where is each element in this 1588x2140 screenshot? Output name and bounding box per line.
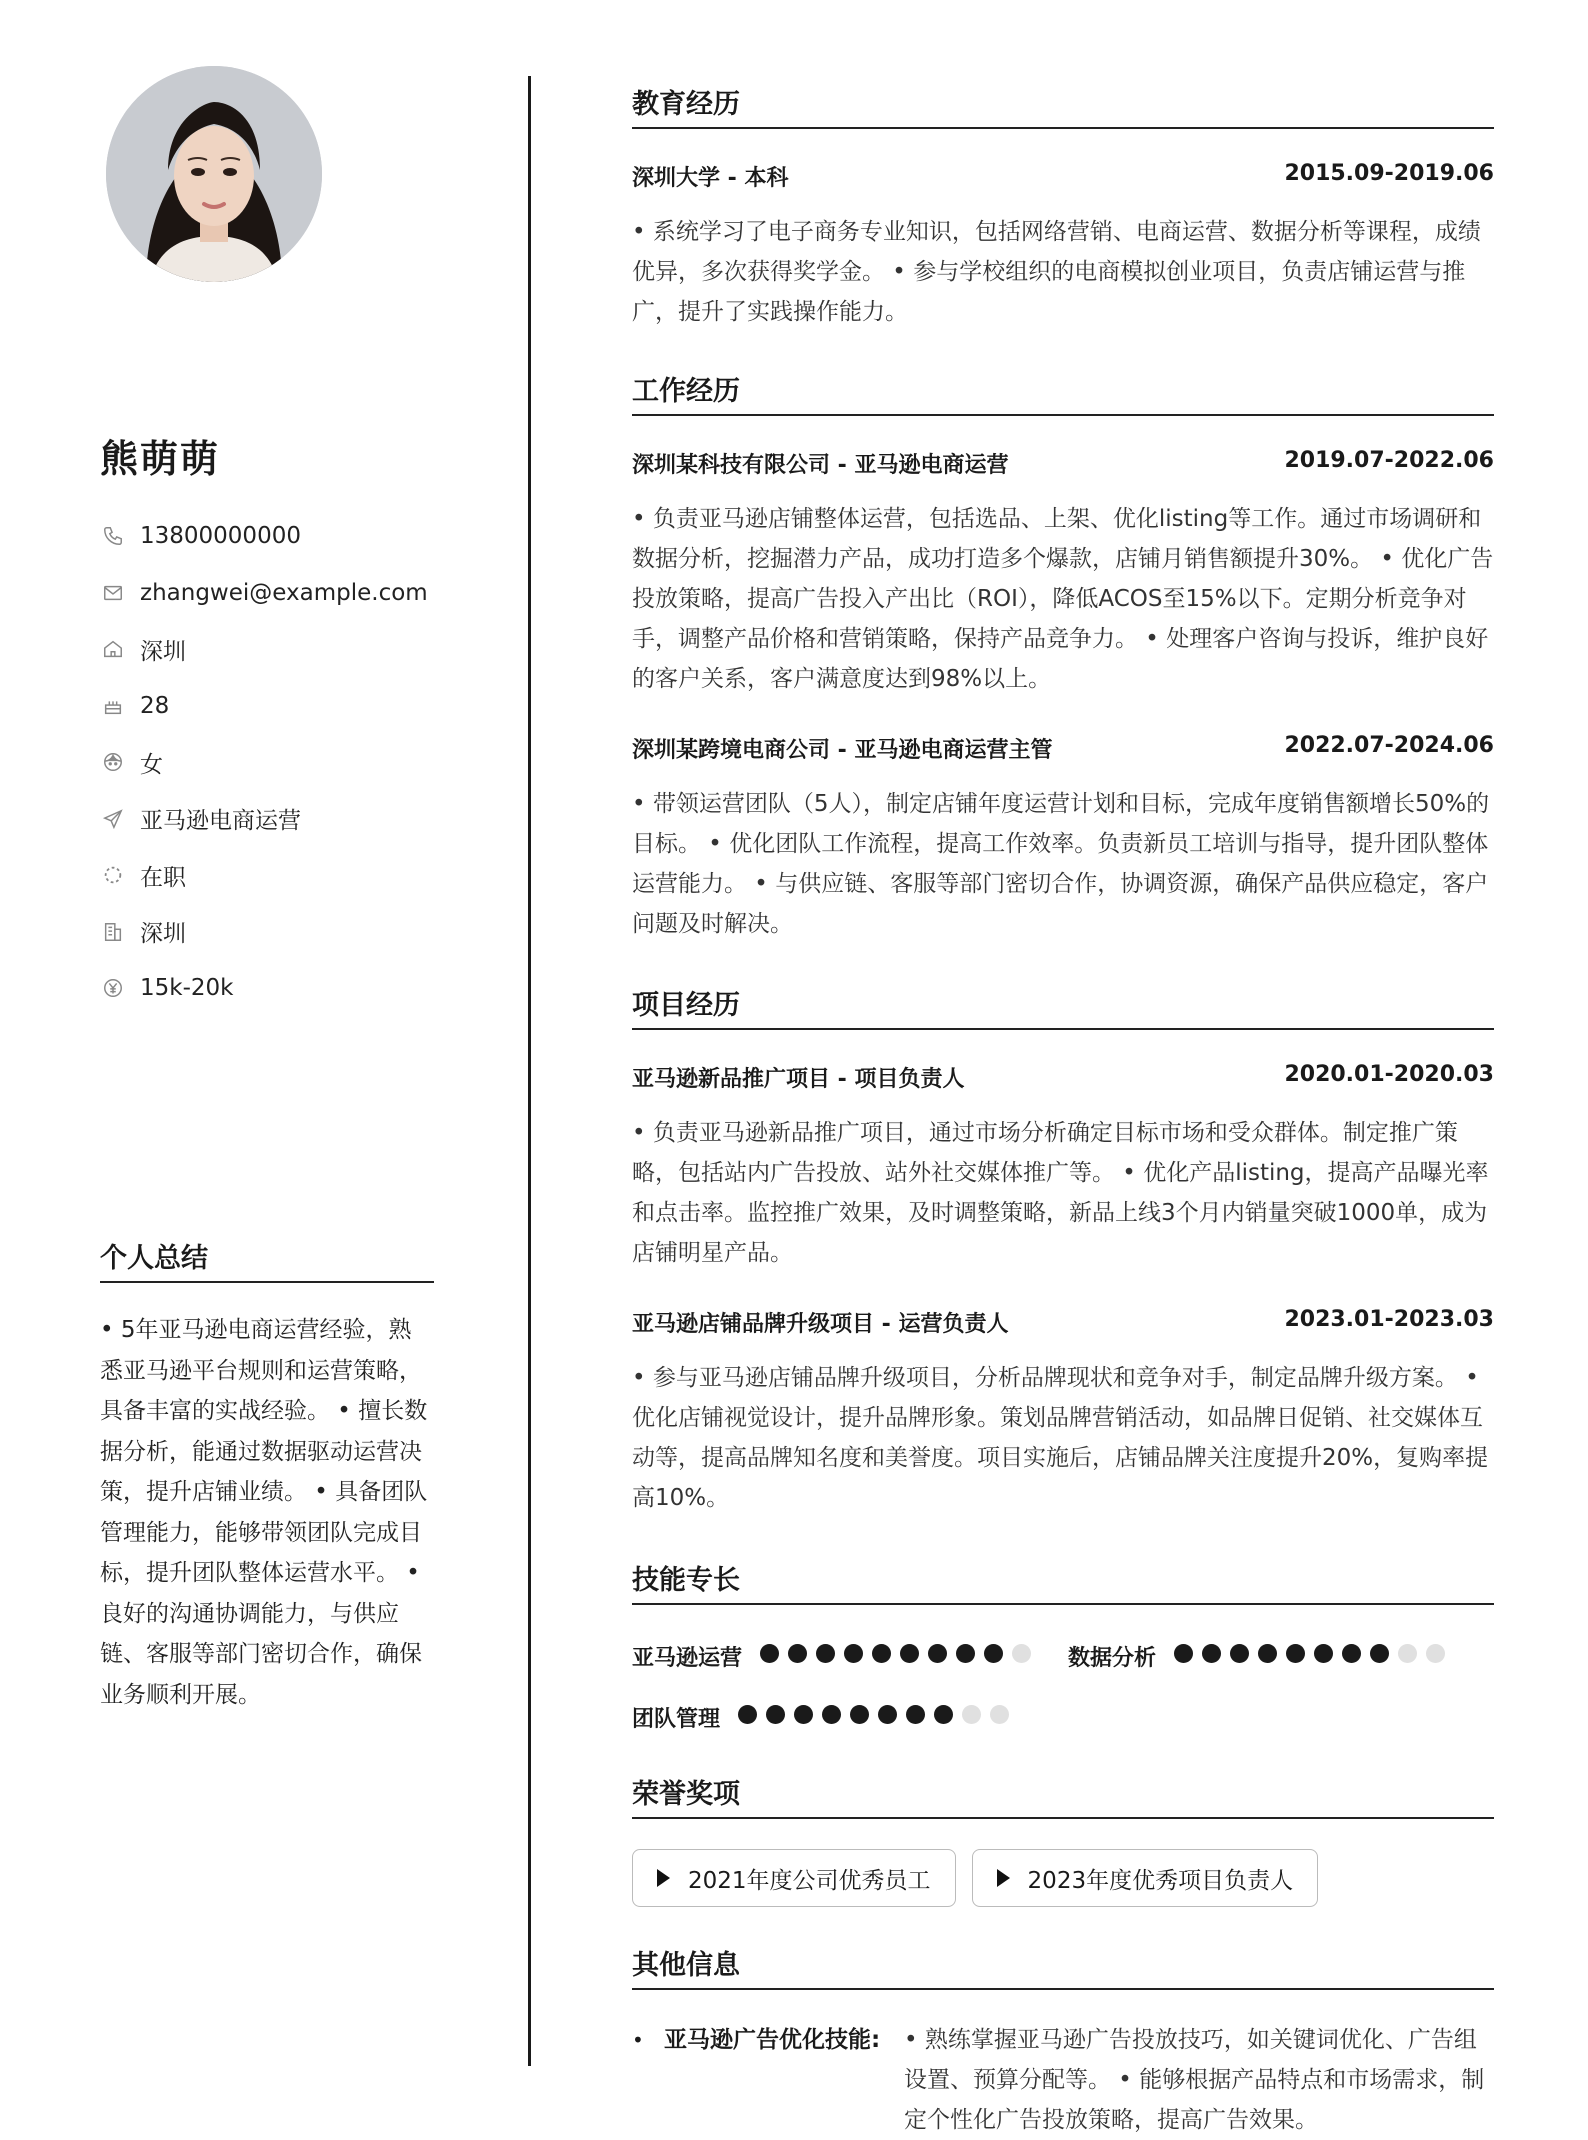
skills-section (632, 1558, 1494, 1733)
skill-dot-filled (844, 1644, 863, 1663)
skill-dot-filled (816, 1644, 835, 1663)
entry-body: • 带领运营团队（5人），制定店铺年度运营计划和目标，完成年度销售额增长50%的目标。 • 优化团队工作流程，提高工作效率。负责新员工培训与指导，提升团队整体运营能力。 • 与供应链、客服等部门密切合作，协调资源，确保产品供应稳定，客户问题及时解决。 (632, 791, 1490, 937)
contact-email: zhangwei@example.com (100, 565, 440, 622)
project-entry-head (632, 1062, 1494, 1093)
skill-dot-filled (906, 1705, 925, 1724)
other-label: 亚马逊广告优化技能: (664, 2027, 881, 2053)
skill-dot-empty (1012, 1644, 1031, 1663)
projects-title: 项目经历 (632, 983, 1494, 1030)
avatar (106, 66, 322, 282)
contact-position: 亚马逊电商运营 (100, 791, 440, 848)
gender-icon (100, 749, 126, 775)
skill-dot-filled (1174, 1644, 1193, 1663)
other-item (632, 2020, 1494, 2140)
entry-date: 2015.09-2019.06 (1284, 161, 1494, 186)
cake-icon (100, 693, 126, 719)
phone-icon (100, 523, 126, 549)
entry-body: • 参与亚马逊店铺品牌升级项目，分析品牌现状和竞争对手，制定品牌升级方案。 • 优化店铺视觉设计，提升品牌形象。策划品牌营销活动，如品牌日促销、社交媒体互动等，提高品牌知名度和美誉度。项目实施后，店铺品牌关注度提升20%，复购率提高10%。 (632, 1365, 1489, 1511)
other-section (632, 1943, 1494, 2140)
summary-text: • 5年亚马逊电商运营经验，熟悉亚马逊平台规则和运营策略，具备丰富的实战经验。 • 擅长数据分析，能通过数据驱动运营决策，提升店铺业绩。 • 具备团队管理能力，能够带领团队完成目标，提升团队整体运营水平。 • 良好的沟通协调能力，与供应链、客服等部门密切合作，确保业务顺利开展。 (100, 1317, 428, 1708)
skill-dot-empty (962, 1705, 981, 1724)
project-entry-head (632, 1307, 1494, 1338)
play-icon (657, 1869, 670, 1887)
entry-heading: 深圳大学 - 本科 (632, 166, 789, 191)
skill-dot-filled (1314, 1644, 1333, 1663)
column-divider (528, 76, 531, 2066)
entry-body: • 系统学习了电子商务专业知识，包括网络营销、电商运营、数据分析等课程，成绩优异，多次获得奖学金。 • 参与学校组织的电商模拟创业项目，负责店铺运营与推广，提升了实践操作能力。 (632, 219, 1481, 325)
work-title: 工作经历 (632, 369, 1494, 416)
skill-dot-filled (928, 1644, 947, 1663)
skill-level-dots (760, 1644, 1040, 1669)
skill-dot-filled (822, 1705, 841, 1724)
skill-dot-filled (984, 1644, 1003, 1663)
skill-dot-filled (1258, 1644, 1277, 1663)
skill-dot-filled (934, 1705, 953, 1724)
skill-item: 数据分析 (1068, 1641, 1454, 1672)
awards-section (632, 1772, 1494, 1907)
projects-section (632, 983, 1494, 1518)
work-entry-head (632, 733, 1494, 764)
building-icon (100, 919, 126, 945)
contact-salary: 15k-20k (100, 960, 440, 1017)
contact-status: 在职 (100, 847, 440, 904)
skill-dot-filled (878, 1705, 897, 1724)
summary-title: 个人总结 (100, 1236, 434, 1283)
skill-dot-filled (956, 1644, 975, 1663)
candidate-name: 熊萌萌 (100, 437, 221, 481)
mail-icon (100, 580, 126, 606)
skill-dot-empty (1398, 1644, 1417, 1663)
skill-dot-filled (766, 1705, 785, 1724)
other-title: 其他信息 (632, 1943, 1494, 1990)
skill-dot-filled (850, 1705, 869, 1724)
contact-location: 深圳 (100, 621, 440, 678)
contact-city: 深圳 (100, 904, 440, 961)
skill-dot-filled (738, 1705, 757, 1724)
entry-heading: 深圳某科技有限公司 - 亚马逊电商运营 (632, 453, 1009, 478)
skill-dot-filled (872, 1644, 891, 1663)
entry-date: 2020.01-2020.03 (1284, 1062, 1494, 1087)
work-entry-head (632, 448, 1494, 479)
skill-level-dots (738, 1705, 1018, 1730)
skill-dot-filled (1370, 1644, 1389, 1663)
yuan-icon (100, 975, 126, 1001)
entry-heading: 亚马逊新品推广项目 - 项目负责人 (632, 1067, 965, 1092)
work-section (632, 369, 1494, 944)
send-icon (100, 806, 126, 832)
skills-title: 技能专长 (632, 1558, 1494, 1605)
skill-dot-filled (788, 1644, 807, 1663)
skill-dot-filled (900, 1644, 919, 1663)
entry-heading: 亚马逊店铺品牌升级项目 - 运营负责人 (632, 1312, 1009, 1337)
entry-date: 2023.01-2023.03 (1284, 1307, 1494, 1332)
entry-heading: 深圳某跨境电商公司 - 亚马逊电商运营主管 (632, 738, 1053, 763)
portrait-photo (106, 66, 322, 282)
education-section (632, 82, 1494, 332)
awards-title: 荣誉奖项 (632, 1772, 1494, 1819)
entry-body: • 负责亚马逊店铺整体运营，包括选品、上架、优化listing等工作。通过市场调研和数据分析，挖掘潜力产品，成功打造多个爆款，店铺月销售额提升30%。 • 优化广告投放策略，提高广告投入产出比（ROI），降低ACOS至15%以下。定期分析竞争对手，调整产品价格和营销策略，保持产品竞争力。 • 处理客户咨询与投诉，维护良好的客户关系，客户满意度达到98%以上。 (632, 506, 1494, 692)
award-badge: 2021年度公司优秀员工 (632, 1849, 956, 1907)
skill-dot-filled (1286, 1644, 1305, 1663)
other-text: • 熟练掌握亚马逊广告投放技巧，如关键词优化、广告组设置、预算分配等。 • 能够根据产品特点和市场需求，制定个性化广告投放策略，提高广告效果。 (904, 2027, 1485, 2133)
skill-dot-filled (1342, 1644, 1361, 1663)
contact-gender: 女 (100, 734, 440, 791)
bullet-icon: • (632, 2028, 644, 2052)
skill-dot-filled (794, 1705, 813, 1724)
play-icon (997, 1869, 1010, 1887)
skill-level-dots (1174, 1644, 1454, 1669)
skill-item: 团队管理 (632, 1702, 1018, 1733)
contact-phone: 13800000000 (100, 508, 440, 565)
skill-dot-empty (1426, 1644, 1445, 1663)
status-icon (100, 862, 126, 888)
skill-dot-filled (1202, 1644, 1221, 1663)
contact-list (100, 508, 440, 1017)
entry-body: • 负责亚马逊新品推广项目，通过市场分析确定目标市场和受众群体。制定推广策略，包括站内广告投放、站外社交媒体推广等。 • 优化产品listing，提高产品曝光率和点击率。监控推广效果，及时调整策略，新品上线3个月内销量突破1000单，成为店铺明星产品。 (632, 1120, 1489, 1266)
contact-age: 28 (100, 678, 440, 735)
skill-dot-empty (990, 1705, 1009, 1724)
education-title: 教育经历 (632, 82, 1494, 129)
award-badge: 2023年度优秀项目负责人 (972, 1849, 1319, 1907)
entry-date: 2019.07-2022.06 (1284, 448, 1494, 473)
entry-date: 2022.07-2024.06 (1284, 733, 1494, 758)
skill-item: 亚马逊运营 (632, 1641, 1040, 1672)
education-entry-head (632, 161, 1494, 192)
skill-dot-filled (760, 1644, 779, 1663)
skill-dot-filled (1230, 1644, 1249, 1663)
home-icon (100, 636, 126, 662)
